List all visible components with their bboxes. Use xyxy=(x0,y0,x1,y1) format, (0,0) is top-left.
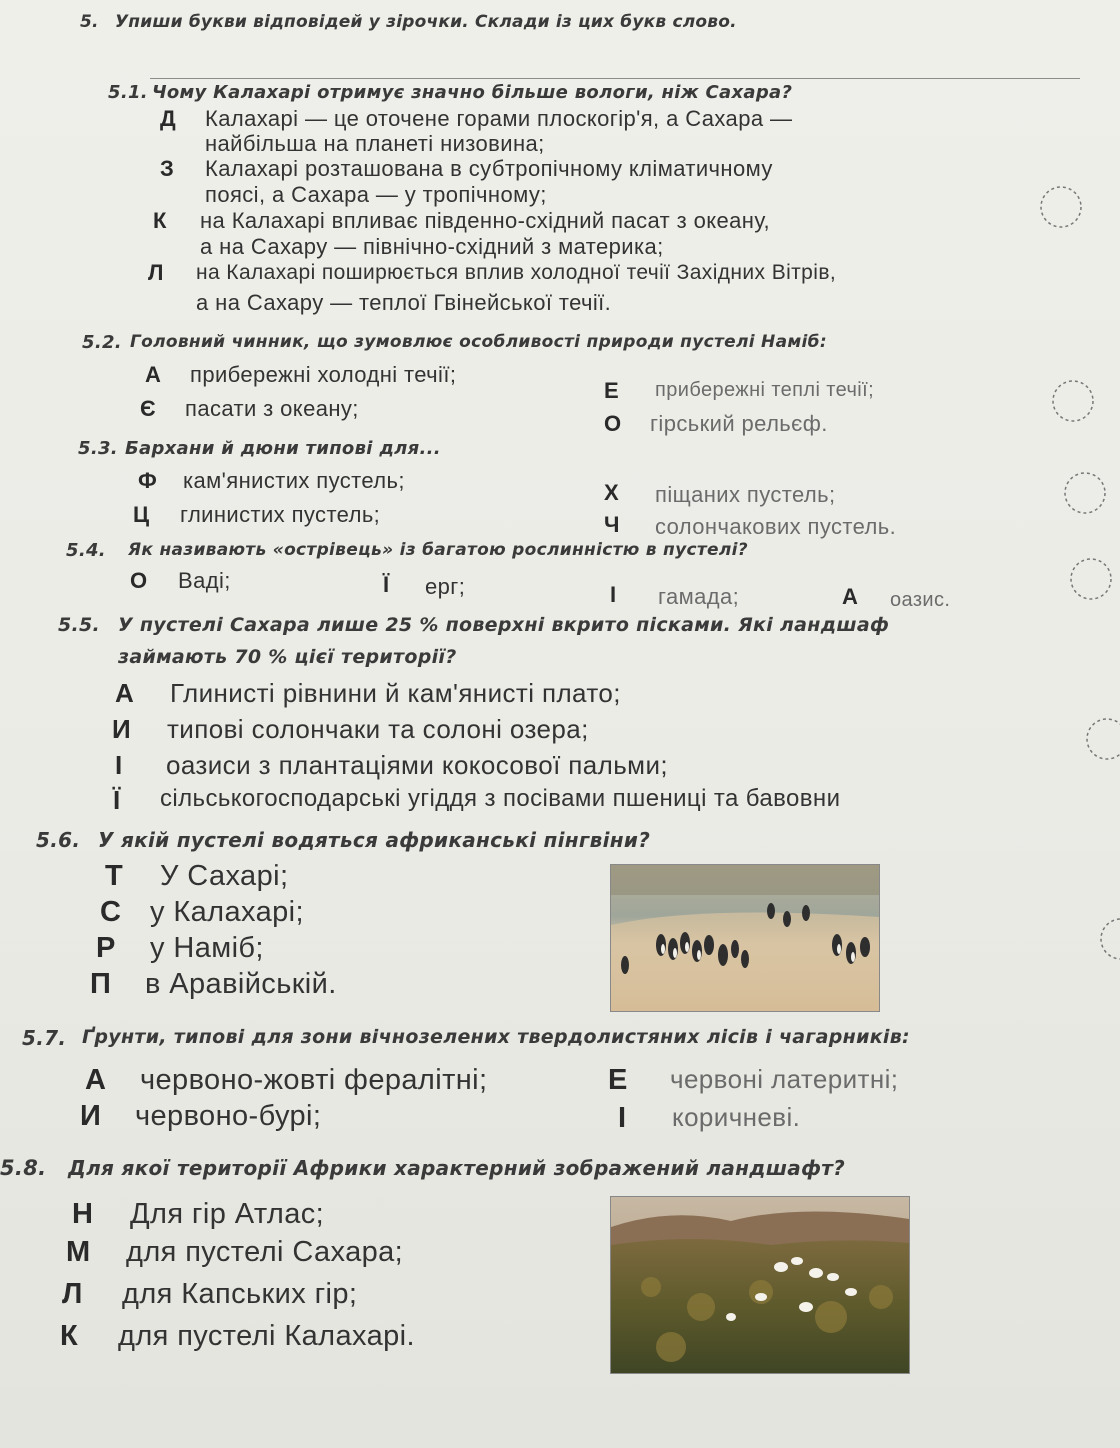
q3-number: 5.3. xyxy=(78,438,118,459)
q5-option-letter: И xyxy=(112,714,132,744)
q2-option-letter: А xyxy=(145,362,162,387)
star-icon[interactable] xyxy=(1080,712,1120,766)
q1-option-letter: З xyxy=(160,156,175,181)
q6-number: 5.6. xyxy=(36,828,81,852)
q5-option-letter: А xyxy=(115,678,135,708)
q7-option-text: червоні латеритні; xyxy=(670,1064,899,1094)
q4-option-letter: І xyxy=(610,582,617,607)
q5-option-text: Глинисті рівнини й кам'янисті плато; xyxy=(170,678,621,708)
q8-option-text: для пустелі Сахара; xyxy=(126,1236,404,1268)
divider-line xyxy=(150,78,1080,79)
q8-text: Для якої території Африки характерний зображений ландшафт? xyxy=(68,1156,846,1180)
q2-option-letter: Е xyxy=(604,378,620,403)
star-icon[interactable] xyxy=(1046,374,1100,428)
q5-option-text: сільськогосподарські угіддя з посівами пшениці та бавовни xyxy=(160,785,841,812)
q4-option-letter: О xyxy=(130,568,148,593)
q3-option-letter: Ч xyxy=(604,512,620,537)
q1-option-text: на Калахарі впливає південно-східний пасат з океану, xyxy=(200,208,771,233)
q7-option-letter: А xyxy=(85,1064,107,1096)
landscape-photo xyxy=(610,1196,910,1374)
q8-option-letter: Л xyxy=(62,1278,83,1310)
q6-option-letter: С xyxy=(100,896,122,928)
q1-number: 5.1. xyxy=(108,82,148,103)
q3-option-text: глинистих пустель; xyxy=(180,502,381,527)
q7-option-text: червоно-жовті фералітні; xyxy=(140,1064,488,1096)
q1-option-text: Калахарі розташована в субтропічному кліматичному xyxy=(205,156,773,181)
q1-option-letter: Л xyxy=(148,260,164,285)
q6-option-text: в Аравійській. xyxy=(145,968,337,1000)
q1-option-text: Калахарі — це оточене горами плоскогір'я, а Сахара — xyxy=(205,106,793,131)
q4-number: 5.4. xyxy=(66,540,106,561)
q5-option-text: типові солончаки та солоні озера; xyxy=(167,714,589,744)
q8-number: 5.8. xyxy=(0,1156,47,1180)
q1-text: Чому Калахарі отримує значно більше вологи, ніж Сахара? xyxy=(152,82,793,103)
q2-option-text: гірський рельєф. xyxy=(650,411,828,436)
q6-option-text: у Калахарі; xyxy=(150,896,304,928)
q5-text: У пустелі Сахара лише 25 % поверхні вкрито пісками. Які ландшаф xyxy=(118,614,890,636)
q3-option-letter: Ц xyxy=(133,502,150,527)
q7-option-text: червоно-бурі; xyxy=(135,1100,322,1132)
q6-option-letter: Р xyxy=(96,932,116,964)
q3-option-text: піщаних пустель; xyxy=(655,482,836,507)
q1-option-text: а на Сахару — теплої Гвінейської течії. xyxy=(196,290,612,315)
q8-option-text: для пустелі Калахарі. xyxy=(118,1320,415,1352)
q1-option-text: на Калахарі поширюється вплив холодної течії Західних Вітрів, xyxy=(196,261,837,284)
q6-option-text: у Наміб; xyxy=(150,932,264,964)
q1-option-text: поясі, а Сахара — у тропічному; xyxy=(205,182,547,207)
q8-option-text: для Капських гір; xyxy=(122,1278,358,1310)
q7-option-letter: Е xyxy=(608,1064,628,1096)
q5-number: 5.5. xyxy=(58,614,101,636)
q3-option-text: солончакових пустель. xyxy=(655,514,897,539)
q1-option-letter: К xyxy=(153,208,167,233)
q5-option-letter: Ї xyxy=(113,785,121,815)
q7-option-letter: І xyxy=(618,1102,627,1134)
q7-text: Ґрунти, типові для зони вічнозелених твердолистяних лісів і чагарників: xyxy=(82,1026,910,1048)
q3-option-letter: Ф xyxy=(138,468,158,493)
star-icon[interactable] xyxy=(1058,466,1112,520)
q1-option-letter: Д xyxy=(160,106,177,131)
q4-option-text: Ваді; xyxy=(178,568,231,593)
q8-option-letter: К xyxy=(60,1320,79,1352)
q8-option-letter: М xyxy=(66,1236,91,1268)
q7-option-text: коричневі. xyxy=(672,1102,801,1132)
q1-option-text: найбільша на планеті низовина; xyxy=(205,131,545,156)
q1-option-text: а на Сахару — північно-східний з материка; xyxy=(200,234,664,259)
q2-number: 5.2. xyxy=(82,332,122,353)
star-icon[interactable] xyxy=(1064,552,1118,606)
q2-option-letter: Є xyxy=(140,396,157,421)
q2-option-letter: О xyxy=(604,411,622,436)
q4-option-letter: Ї xyxy=(383,572,390,597)
q5-option-text: оазиси з плантаціями кокосової пальми; xyxy=(166,750,668,780)
task-instruction: Упиши букви відповідей у зірочки. Склади із цих букв слово. xyxy=(115,12,737,32)
q2-option-text: прибережні холодні течії; xyxy=(190,362,457,387)
q7-option-letter: И xyxy=(80,1100,102,1132)
penguins-photo xyxy=(610,864,880,1012)
q4-option-text: оазис. xyxy=(890,589,951,611)
q5-text-cont: займають 70 % цієї території? xyxy=(118,646,457,668)
q6-option-text: У Сахарі; xyxy=(160,860,289,892)
q8-option-letter: Н xyxy=(72,1198,94,1230)
q8-option-text: Для гір Атлас; xyxy=(130,1198,325,1230)
q4-option-text: гамада; xyxy=(658,584,740,609)
q6-option-letter: П xyxy=(90,968,112,1000)
q7-number: 5.7. xyxy=(22,1026,67,1050)
q6-option-letter: Т xyxy=(105,860,124,892)
q3-option-text: кам'янистих пустель; xyxy=(183,468,405,493)
q3-option-letter: Х xyxy=(604,480,620,505)
q4-option-text: ерг; xyxy=(425,574,466,599)
q4-text: Як називають «острівець» із багатою рослинністю в пустелі? xyxy=(128,540,748,560)
star-icon[interactable] xyxy=(1094,912,1120,966)
q6-text: У якій пустелі водяться африканські пінгвіни? xyxy=(98,828,651,852)
q2-option-text: прибережні теплі течії; xyxy=(655,379,875,401)
task-number: 5. xyxy=(80,12,99,32)
q2-option-text: пасати з океану; xyxy=(185,396,359,421)
q3-text: Бархани й дюни типові для... xyxy=(125,438,441,459)
q4-option-letter: А xyxy=(842,584,859,609)
q2-text: Головний чинник, що зумовлює особливості природи пустелі Наміб: xyxy=(130,332,827,352)
q5-option-letter: І xyxy=(115,750,123,780)
star-icon[interactable] xyxy=(1034,180,1088,234)
